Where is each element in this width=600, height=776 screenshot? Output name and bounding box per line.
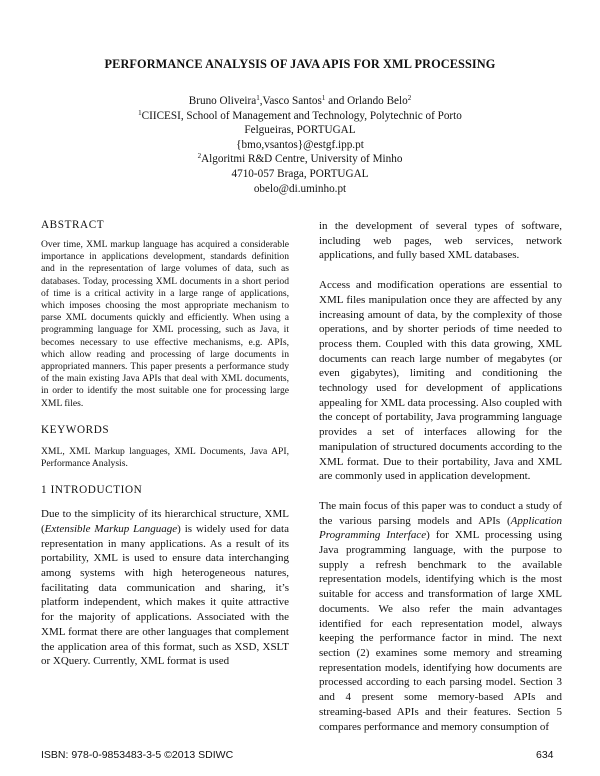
affiliation-2-email: obelo@di.uminho.pt [253, 182, 347, 195]
abstract-heading: ABSTRACT [41, 219, 105, 231]
left-column [41, 219, 289, 669]
footer-isbn: ISBN: 978-0-9853483-3-5 ©2013 SDIWC [41, 749, 234, 761]
introduction-heading: 1 INTRODUCTION [41, 484, 143, 497]
right-column [319, 219, 562, 734]
introduction-paragraph-1: Due to the simplicity of its hierarchical structure, XML (Extensible Markup Language) is widely used for data representation in many applications. As a result of its portability, XML is used to ensure data interchanging among systems with high heterogeneous natures, facilitating data communication and sharing, it’s platform independent, which makes it quite attractive for the majority of applications. Associated with the XML format there are other languages that complement the application area of this format, such as XSD, XSLT or XQuery. Currently, XML format is used [41, 508, 289, 668]
affiliation-2-city: 4710-057 Braga, PORTUGAL [231, 167, 369, 180]
introduction-paragraph-3: The main focus of this paper was to conduct a study of the various parsing models and APIs (Application Programming Interface) for XML processing using Java programming language, with the purpose to supply a refresh benchmark to the available representation models, identifying which is the most suitable for access and transformation of large XML documents. We also refer the main advantages identified for each representation model, always keeping the performance factor in mind. The next section (2) examines some memory and streaming representation models, identifying how documents are processed according to each parsing model. Section 3 and 4 present some memory-based APIs and streaming-based APIs and their features. Section 5 compares performance and memory consumption of [319, 499, 562, 733]
page-number: 634 [536, 749, 554, 761]
abstract-text: Over time, XML markup language has acquired a considerable importance in applications development, standards definition and in the representation of large volumes of data, such as databases. Today, processing XML documents in a short period of time is a critical activity in a large range of applications, which imposes choosing the most appropriate mechanism to parse XML documents quickly and efficiently. When using a programming language for XML processing, such as Java, it becomes necessary to use effective mechanisms, e.g. APIs, which allow reading and processing of large documents in appropriated manners. This paper presents a performance study of the main existing Java APIs that deal with XML documents, in order to identify the most suitable one for processing large XML files. [41, 239, 289, 409]
affiliation-1-email: {bmo,vsantos}@estgf.ipp.pt [236, 138, 364, 151]
author-block [0, 94, 600, 196]
introduction-paragraph-1-continued: in the development of several types of software, including web pages, web services, network applications, and fully based XML databases. [319, 220, 562, 262]
keywords-heading: KEYWORDS [41, 423, 110, 436]
paper-title: PERFORMANCE ANALYSIS OF JAVA APIS FOR XML PROCESSING [104, 57, 496, 71]
affiliation-1-city: Felgueiras, PORTUGAL [244, 124, 356, 137]
keywords-text: XML, XML Markup languages, XML Documents, Java API, Performance Analysis. [41, 445, 289, 470]
author-names: Bruno Oliveira$^1$,Vasco Santos$^1$ and Orlando Belo$^2$ [188, 94, 412, 107]
affiliation-2: $^2$Algoritmi R&D Centre, University of Minho [197, 152, 403, 166]
introduction-paragraph-2: Access and modification operations are essential to XML files manipulation once they are affected by any increasing amount of data, by the complexity of those operations, and by shorter periods of time needed to process them. Coupled with this data growing, XML documents can reach large number of megabytes (or even gigabytes), limiting and conditioning the technology used for development of applications appealing for XML data processing. Also coupled with the concept of portability, Java programming language provides a set of interfaces allowing for the manipulation of structured documents according to the XML format. Due to their portability, Java and XML are commonly used in application development. [319, 279, 562, 483]
affiliation-1: $^1$CIICESI, School of Management and Technology, Polytechnic of Porto [138, 108, 462, 122]
